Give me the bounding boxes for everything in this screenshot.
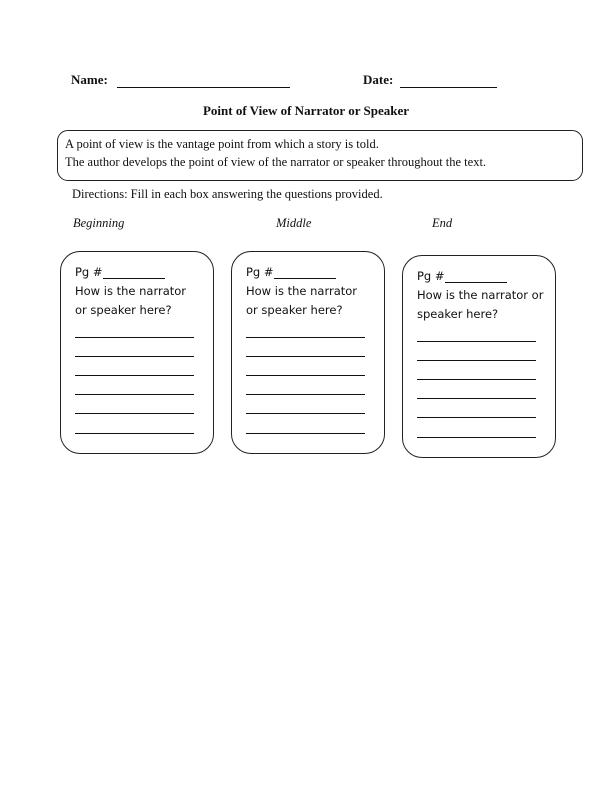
column-heading-beginning: Beginning [73, 216, 125, 230]
worksheet-title: Point of View of Narrator or Speaker [202, 103, 410, 118]
page-number-label: Pg # [246, 265, 274, 279]
question-line-2: or speaker here? [75, 303, 172, 317]
page-number-blank[interactable] [274, 278, 336, 279]
date-label: Date: [363, 72, 394, 87]
page-number-label: Pg # [417, 269, 445, 283]
page-number-blank[interactable] [103, 278, 165, 279]
answer-card-beginning [60, 251, 214, 454]
answer-line[interactable] [75, 413, 194, 414]
definition-box [57, 130, 583, 181]
name-label: Name: [71, 72, 108, 87]
question-line-1: How is the narrator [246, 284, 358, 298]
directions-text: Directions: Fill in each box answering the questions provided. [72, 187, 383, 201]
answer-line[interactable] [75, 375, 194, 376]
answer-card-middle [231, 251, 385, 454]
definition-line-1: A point of view is the vantage point from which a story is told. [65, 137, 379, 151]
answer-line[interactable] [417, 398, 536, 399]
answer-card-end [402, 255, 556, 458]
answer-line[interactable] [75, 433, 194, 434]
answer-line[interactable] [246, 356, 365, 357]
answer-line[interactable] [246, 337, 365, 338]
name-blank-line[interactable] [117, 87, 290, 88]
answer-line[interactable] [246, 394, 365, 395]
answer-line[interactable] [417, 379, 536, 380]
date-blank-line[interactable] [400, 87, 497, 88]
definition-line-2: The author develops the point of view of the narrator or speaker throughout the text. [65, 155, 487, 169]
answer-line[interactable] [417, 360, 536, 361]
column-heading-middle: Middle [276, 216, 312, 230]
answer-line[interactable] [417, 341, 536, 342]
answer-line[interactable] [75, 394, 194, 395]
question-line-1: How is the narrator or [417, 288, 544, 302]
answer-line[interactable] [417, 437, 536, 438]
answer-line[interactable] [417, 417, 536, 418]
question-line-1: How is the narrator [75, 284, 187, 298]
question-line-2: or speaker here? [246, 303, 343, 317]
answer-line[interactable] [246, 413, 365, 414]
answer-line[interactable] [246, 375, 365, 376]
page-number-label: Pg # [75, 265, 103, 279]
answer-line[interactable] [75, 356, 194, 357]
question-line-2: speaker here? [417, 307, 499, 321]
answer-line[interactable] [246, 433, 365, 434]
answer-line[interactable] [75, 337, 194, 338]
page-number-blank[interactable] [445, 282, 507, 283]
column-heading-end: End [432, 216, 453, 230]
